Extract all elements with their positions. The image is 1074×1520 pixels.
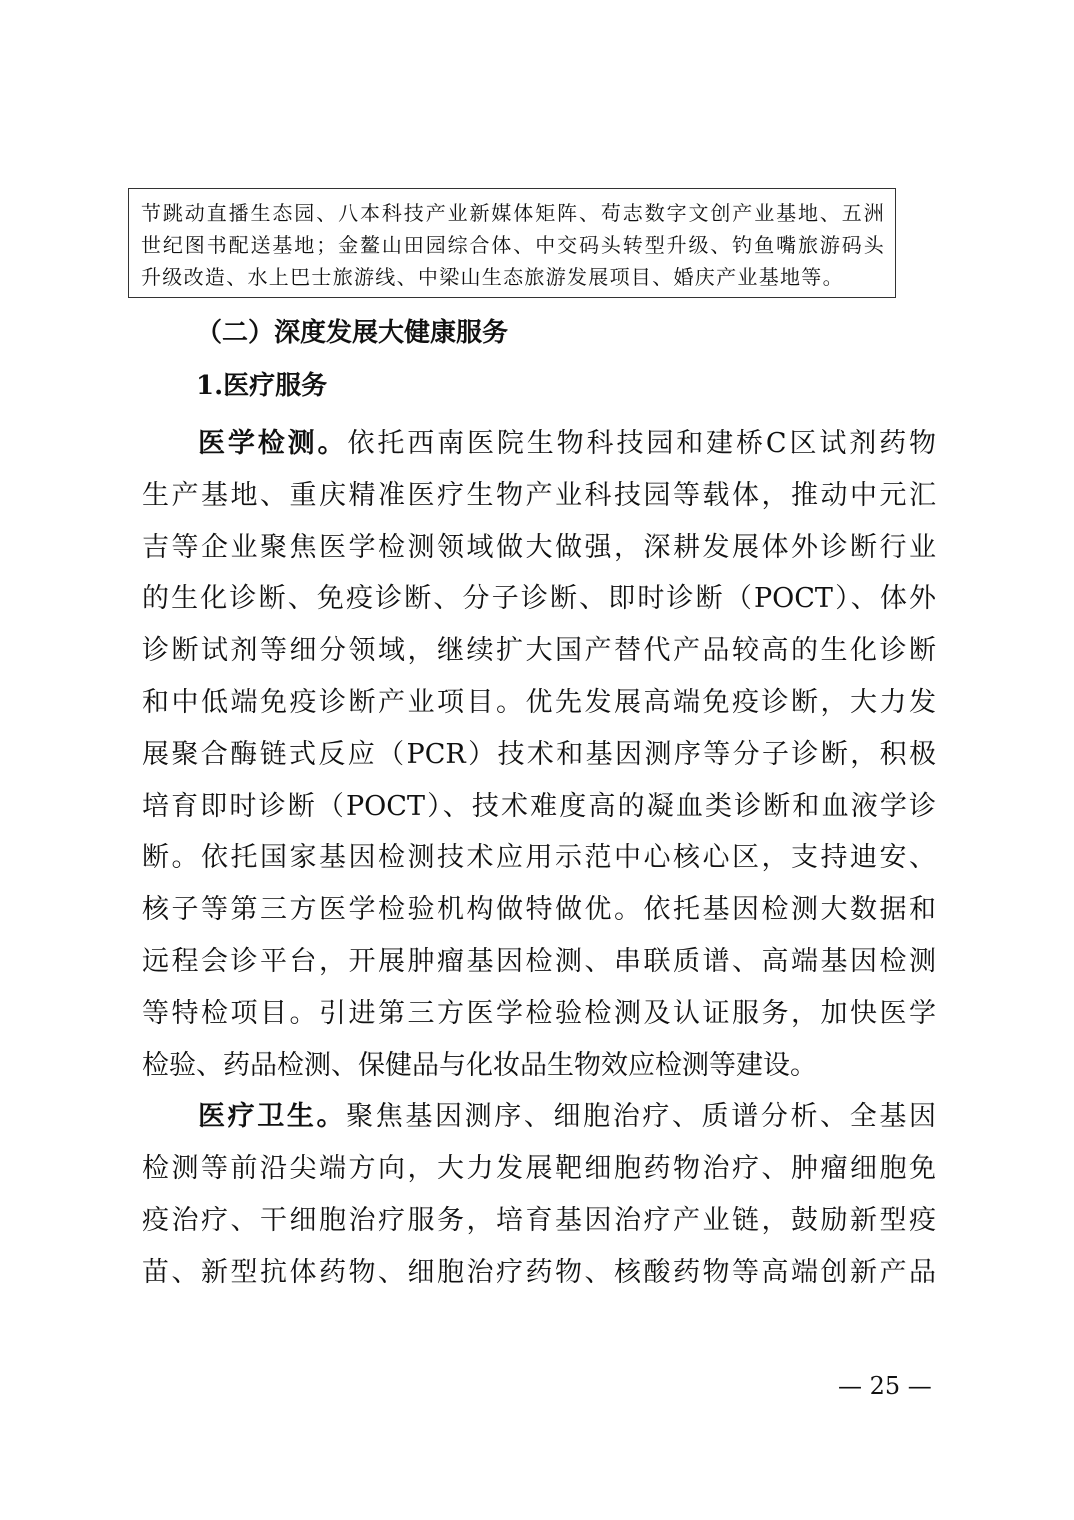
box-line: 升级改造、水上巴士旅游线、中梁山生态旅游发展项目、婚庆产业基地等。: [141, 265, 844, 289]
paragraph-line: 等特检项目。引进第三方医学检验检测及认证服务，加快医学: [142, 997, 936, 1029]
paragraph-line: 展聚合酶链式反应（PCR）技术和基因测序等分子诊断，积极: [142, 738, 936, 770]
paragraph-line: 检验、药品检测、保健品与化妆品生物效应检测等建设。: [142, 1049, 817, 1081]
body-text: [142, 418, 936, 1299]
paragraph-lead: 医学检测。: [198, 428, 348, 459]
paragraph-line: 培育即时诊断（POCT）、技术难度高的凝血类诊断和血液学诊: [142, 790, 936, 822]
line-text: 依托西南医院生物科技园和建桥C区试剂药物: [347, 428, 936, 459]
paragraph-line: 的生化诊断、免疫诊断、分子诊断、即时诊断（POCT）、体外: [142, 583, 936, 615]
paragraph-line: [142, 418, 936, 470]
line-text: 聚焦基因测序、细胞治疗、质谱分析、全基因: [346, 1101, 936, 1133]
paragraph-line: [142, 1091, 936, 1143]
box-line: 世纪图书配送基地；金鳌山田园综合体、中交码头转型升级、钓鱼嘴旅游码头: [141, 233, 885, 257]
box-line: 节跳动直播生态园、八本科技产业新媒体矩阵、苟志数字文创产业基地、五洲: [141, 201, 885, 225]
paragraph-line: 核子等第三方医学检验机构做特做优。依托基因检测大数据和: [142, 894, 936, 926]
paragraph-line: 吉等企业聚焦医学检测领域做大做强，深耕发展体外诊断行业: [142, 531, 936, 563]
paragraph-line: 诊断试剂等细分领域，继续扩大国产替代产品较高的生化诊断: [142, 635, 936, 667]
paragraph-lead: 医疗卫生。: [198, 1101, 347, 1133]
paragraph-line: 断。依托国家基因检测技术应用示范中心核心区，支持迪安、: [142, 842, 936, 874]
project-list-box: [128, 188, 896, 298]
paragraph-line: 检测等前沿尖端方向，大力发展靶细胞药物治疗、肿瘤细胞免: [142, 1153, 936, 1185]
paragraph-line: 远程会诊平台，开展肿瘤基因检测、串联质谱、高端基因检测: [142, 945, 936, 977]
paragraph-line: 和中低端免疫诊断产业项目。优先发展高端免疫诊断，大力发: [142, 686, 936, 718]
subsection-heading: 1.医疗服务: [196, 371, 328, 401]
section-heading: （二）深度发展大健康服务: [196, 318, 509, 348]
paragraph-line: 苗、新型抗体药物、细胞治疗药物、核酸药物等高端创新产品: [142, 1256, 936, 1288]
paragraph-line: 疫治疗、干细胞治疗服务，培育基因治疗产业链，鼓励新型疫: [142, 1204, 936, 1236]
paragraph-line: 生产基地、重庆精准医疗生物产业科技园等载体，推动中元汇: [142, 479, 936, 511]
page-number: — 25 —: [838, 1372, 932, 1400]
